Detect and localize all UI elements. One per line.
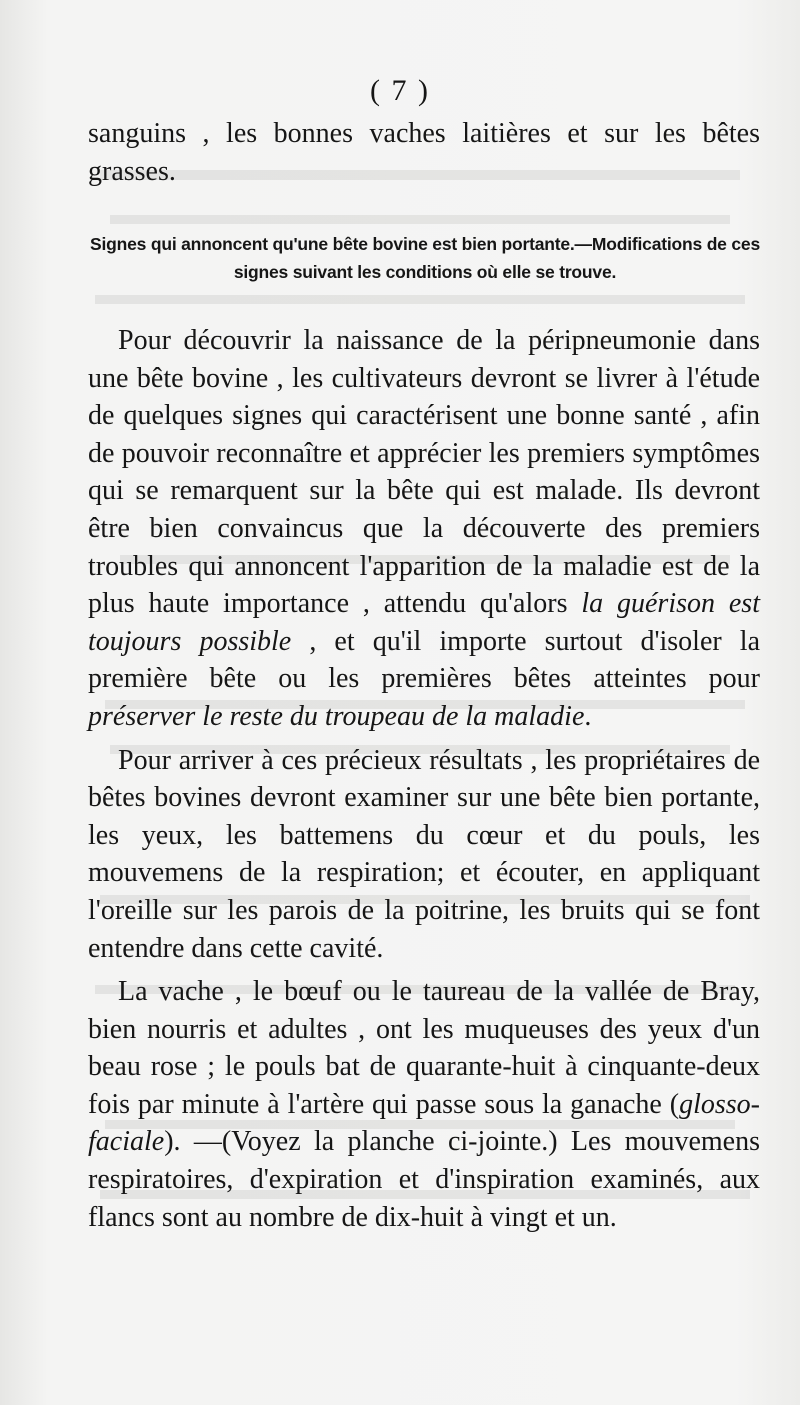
paragraph-1-text-c: .: [584, 700, 592, 732]
paragraph-3-italic: glosso-faciale: [88, 1088, 760, 1158]
paragraph-3: [88, 973, 760, 1236]
page-number: ( 7 ): [370, 74, 430, 107]
section-heading: Signes qui annoncent qu'une bête bovine est bien portante.—Modifications de ces signes suivant les conditions où elle se trouve.: [90, 234, 760, 282]
continuation-paragraph: sanguins , les bonnes vaches laitières et sur les bêtes grasses.: [88, 118, 760, 187]
paragraph-1-text-a: Pour découvrir la naissance de la péripneumonie dans une bête bovine , les cultivateurs devront se livrer à l'étude de quelques signes qui caractérisent une bonne santé , afin de pouvoir reconnaître et apprécier les premiers symptômes qui se remarquent sur la bête qui est malade. Ils devront être bien convaincus que la découverte des premiers troubles qui annoncent l'apparition de la maladie est de la plus haute importance , attendu qu'alors: [88, 325, 760, 620]
paragraph-1-italic-a: la guérison est toujours possible: [88, 588, 760, 657]
body-text: [88, 322, 760, 1236]
paragraph-2: Pour arriver à ces précieux résultats , les propriétaires de bêtes bovines devront examiner sur une bête bien portante, les yeux, les battemens du cœur et du pouls, les mouvemens de la respiration; et écouter, en appliquant l'oreille sur les parois de la poitrine, les bruits qui se font entendre dans cette cavité.: [88, 744, 760, 964]
continuation-text: [88, 115, 760, 190]
paragraph-1-italic-b: préserver le reste du troupeau de la maladie: [88, 700, 585, 732]
paragraph-3-text-b: ). —(Voyez la planche ci-jointe.) Les mouvemens respiratoires, d'expiration et d'inspiration examinés, aux flancs sont au nombre de dix-huit à vingt et un.: [88, 1126, 760, 1233]
paragraph-1-text-b: , et qu'il importe surtout d'isoler la première bête ou les premières bêtes atteintes pour: [88, 625, 761, 695]
paragraph-1: [88, 322, 760, 736]
paragraph-3-text-a: La vache , le bœuf ou le taureau de la vallée de Bray, bien nourris et adultes , ont les muqueuses des yeux d'un beau rose ; le pouls bat de quarante-huit à cinquante-deux fois par minute à l'artère qui passe sous la ganache (: [88, 976, 760, 1120]
